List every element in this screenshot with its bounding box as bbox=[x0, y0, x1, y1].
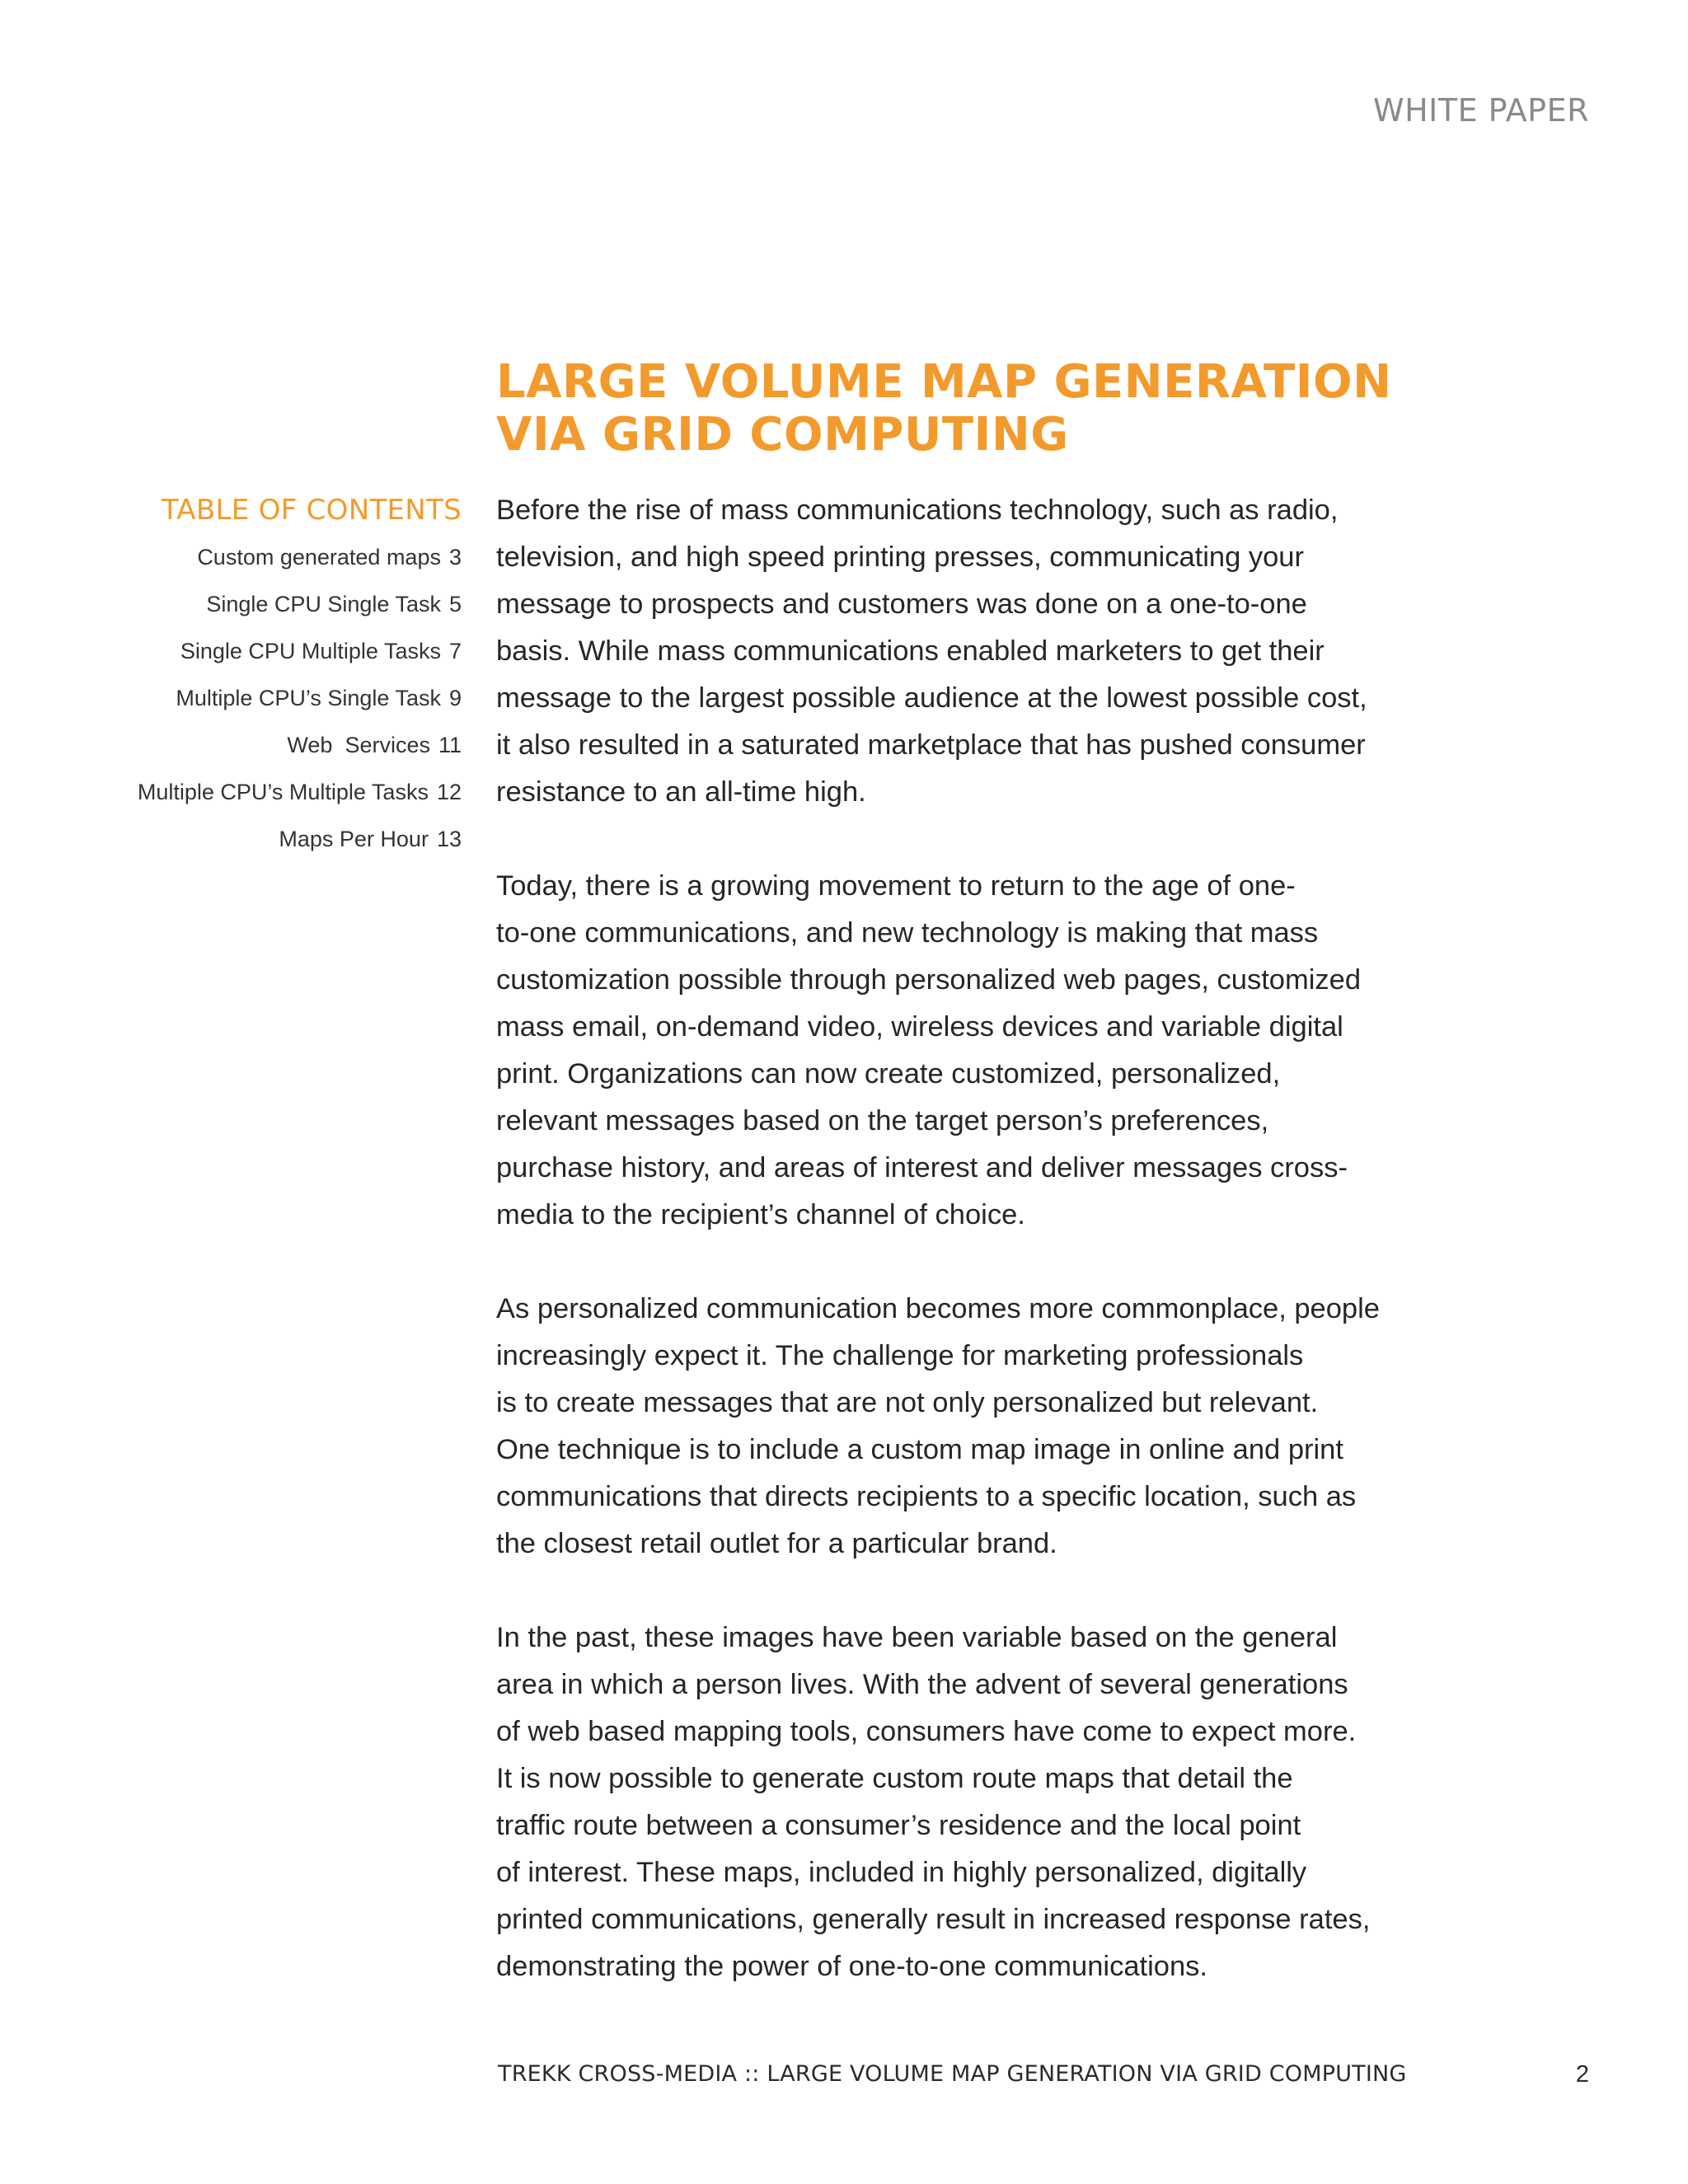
text-line: the closest retail outlet for a particular brand. bbox=[496, 1528, 1057, 1559]
text-line: One technique is to include a custom map image in online and print bbox=[496, 1434, 1343, 1465]
table-of-contents bbox=[33, 491, 462, 863]
text-line: it also resulted in a saturated marketplace that has pushed consumer bbox=[496, 729, 1366, 761]
text-line: Before the rise of mass communications technology, such as radio, bbox=[496, 494, 1339, 526]
document-title bbox=[496, 356, 1568, 462]
text-line: demonstrating the power of one-to-one communications. bbox=[496, 1951, 1207, 1982]
toc-item-custom-generated-maps[interactable] bbox=[33, 534, 462, 581]
title-line-1: LARGE VOLUME MAP GENERATION bbox=[496, 355, 1392, 409]
text-line: traffic route between a consumer’s residence and the local point bbox=[496, 1810, 1301, 1841]
body-text bbox=[496, 487, 1419, 2037]
paragraph-2 bbox=[496, 863, 1419, 1239]
toc-item-label: Multiple CPU’s Multiple Tasks bbox=[137, 780, 429, 804]
text-line: It is now possible to generate custom route maps that detail the bbox=[496, 1763, 1293, 1794]
text-line: television, and high speed printing presses, communicating your bbox=[496, 541, 1304, 573]
toc-item-label: Single CPU Multiple Tasks bbox=[180, 639, 441, 663]
text-line: print. Organizations can now create customized, personalized, bbox=[496, 1058, 1281, 1090]
toc-item-label: Maps Per Hour bbox=[279, 827, 429, 851]
toc-item-single-cpu-multiple-tasks[interactable] bbox=[33, 628, 462, 675]
text-line: mass email, on-demand video, wireless devices and variable digital bbox=[496, 1011, 1343, 1043]
text-line: In the past, these images have been variable based on the general bbox=[496, 1622, 1338, 1653]
footer-title: TREKK CROSS-MEDIA :: LARGE VOLUME MAP GENERATION VIA GRID COMPUTING bbox=[498, 2061, 1407, 2087]
document-type-label: WHITE PAPER bbox=[1373, 92, 1589, 129]
text-line: customization possible through personalized web pages, customized bbox=[496, 964, 1362, 996]
toc-item-label: Multiple CPU’s Single Task bbox=[176, 686, 441, 710]
toc-item-label: Custom generated maps bbox=[197, 545, 441, 569]
text-line: relevant messages based on the target person’s preferences, bbox=[496, 1105, 1269, 1137]
toc-item-page: 12 bbox=[436, 780, 462, 804]
title-line-2: VIA GRID COMPUTING bbox=[496, 408, 1069, 462]
paragraph-3 bbox=[496, 1286, 1419, 1568]
text-line: resistance to an all-time high. bbox=[496, 776, 866, 808]
page-number: 2 bbox=[1575, 2061, 1589, 2088]
toc-heading: TABLE OF CONTENTS bbox=[161, 494, 462, 527]
toc-item-web-services[interactable] bbox=[33, 722, 462, 769]
text-line: increasingly expect it. The challenge for marketing professionals bbox=[496, 1340, 1304, 1371]
text-line: media to the recipient’s channel of choice. bbox=[496, 1199, 1025, 1230]
toc-item-page: 5 bbox=[448, 592, 462, 616]
text-line: is to create messages that are not only personalized but relevant. bbox=[496, 1387, 1319, 1418]
text-line: area in which a person lives. With the advent of several generations bbox=[496, 1669, 1348, 1700]
text-line: message to prospects and customers was done on a one-to-one bbox=[496, 588, 1307, 620]
toc-item-label: Web Services bbox=[287, 733, 430, 757]
text-line: to-one communications, and new technology is making that mass bbox=[496, 917, 1319, 949]
toc-item-single-cpu-single-task[interactable] bbox=[33, 581, 462, 628]
toc-item-page: 3 bbox=[448, 545, 462, 569]
paragraph-4 bbox=[496, 1615, 1419, 1990]
toc-item-multiple-cpus-single-task[interactable] bbox=[33, 675, 462, 722]
text-line: As personalized communication becomes more commonplace, people bbox=[496, 1293, 1380, 1324]
text-line: of web based mapping tools, consumers have come to expect more. bbox=[496, 1716, 1357, 1747]
toc-item-multiple-cpus-multiple-tasks[interactable] bbox=[33, 769, 462, 816]
toc-item-page: 7 bbox=[448, 639, 462, 663]
toc-item-page: 9 bbox=[448, 686, 462, 710]
text-line: message to the largest possible audience at the lowest possible cost, bbox=[496, 682, 1367, 714]
text-line: communications that directs recipients to a specific location, such as bbox=[496, 1481, 1357, 1512]
toc-item-page: 11 bbox=[438, 733, 462, 757]
text-line: Today, there is a growing movement to return to the age of one- bbox=[496, 870, 1296, 902]
text-line: of interest. These maps, included in highly personalized, digitally bbox=[496, 1857, 1307, 1888]
toc-item-label: Single CPU Single Task bbox=[206, 592, 441, 616]
text-line: basis. While mass communications enabled marketers to get their bbox=[496, 635, 1325, 667]
text-line: printed communications, generally result in increased response rates, bbox=[496, 1904, 1371, 1935]
text-line: purchase history, and areas of interest and deliver messages cross- bbox=[496, 1152, 1348, 1183]
paragraph-1 bbox=[496, 487, 1419, 816]
toc-item-page: 13 bbox=[436, 827, 462, 851]
toc-item-maps-per-hour[interactable] bbox=[33, 816, 462, 863]
